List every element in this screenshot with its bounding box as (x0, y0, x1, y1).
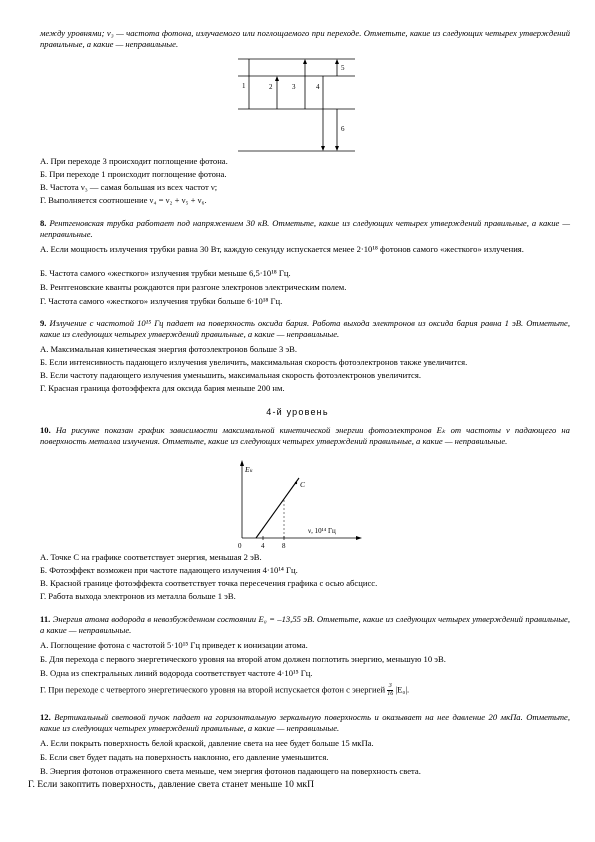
q10-option-a: А. Точке C на графике соответствует энергия, меньшая 2 эВ. (40, 552, 262, 562)
q9-question: Излучение с частотой 10¹⁵ Гц падает на поверхность оксида бария. Работа выхода электронов из оксида бария равна 1 эВ. Отметьте, какие из следующих четырех утверждений правильные, а какие — неправильные. (40, 318, 570, 340)
tick-label-8: 8 (282, 542, 286, 550)
q9-number: 9. (40, 318, 47, 328)
q10-text (40, 425, 570, 447)
transition-label-4: 4 (316, 83, 320, 91)
q12-number: 12. (40, 712, 51, 722)
energy-level-diagram (225, 52, 375, 156)
q7-option-b: Б. При переходе 1 происходит поглощение фотона. (40, 169, 227, 179)
point-c-label: C (300, 480, 306, 489)
q11-option-g-suffix: |E₀|. (395, 684, 410, 695)
q9-option-v: В. Если частоту падающего излучения уменьшить, максимальная скорость фотоэлектронов увеличится. (40, 370, 421, 380)
fraction-numerator: 3 (388, 683, 392, 689)
q7-option-g: Г. Выполняется соотношение ν₄ = ν₂ + ν₅ + ν₆. (40, 195, 207, 205)
section-title: 4-й уровень (266, 407, 329, 417)
energy-frequency-graph (230, 458, 370, 550)
q7-text: между уровнями; ν₃ — частота фотона, излучаемого или поглощаемого при переходе. Отметьте, какие из следующих четырех утверждений правильные, а какие — неправильные. (40, 28, 570, 50)
y-axis-label: Eₖ (245, 465, 253, 474)
q12-option-a: А. Если покрыть поверхность белой краской, давление света на нее будет больше 15 мкПа. (40, 738, 374, 748)
q9-text (40, 318, 570, 340)
q7-option-v: В. Частота ν₃ — самая большая из всех частот ν; (40, 182, 218, 192)
q11-option-g-text: Г. При переходе с четвертого энергетического уровня на второй испускается фотон с энергией (40, 684, 386, 695)
transition-label-1: 1 (242, 82, 246, 90)
q11-text (40, 614, 570, 636)
q11-question: Энергия атома водорода в невозбужденном состоянии E₀ = –13,55 эВ. Отметьте, какие из следующих четырех утверждений правильные, а какие — неправильные. (40, 614, 570, 636)
graph-line (256, 478, 299, 538)
q8-option-a: А. Если мощность излучения трубки равна 30 Вт, каждую секунду испускается менее 2·10¹⁸ фотонов самого «жесткого» излучения. (40, 244, 524, 254)
tick-label-4: 4 (261, 542, 265, 550)
q11-option-b: Б. Для перехода с первого энергетического уровня на второй атом должен поглотить энергию, меньшую 10 эВ. (40, 654, 446, 664)
q12-option-v: В. Энергия фотонов отраженного света меньше, чем энергия фотонов падающего на поверхность света. (40, 766, 421, 776)
q12-option-g: Г. Если закоптить поверхность, давление света станет меньше 10 мкП (28, 779, 315, 790)
tick-label-0: 0 (238, 542, 242, 550)
fraction-3-16 (387, 683, 393, 698)
transition-label-6: 6 (341, 125, 345, 133)
q8-number: 8. (40, 218, 47, 228)
q8-option-v: В. Рентгеновские кванты рождаются при разгоне электронов электрическим полем. (40, 282, 347, 292)
q10-number: 10. (40, 425, 51, 435)
x-axis-label: ν, 10¹⁴ Гц (308, 527, 336, 535)
point-c (295, 482, 297, 484)
q11-option-v: В. Одна из спектральных линий водорода соответствует частоте 4·10¹⁵ Гц. (40, 668, 313, 678)
q10-option-g: Г. Работа выхода электронов из металла больше 1 эВ. (40, 591, 236, 601)
q9-option-a: А. Максимальная кинетическая энергия фотоэлектронов больше 3 эВ. (40, 344, 298, 354)
fraction-denominator: 16 (387, 691, 394, 697)
transition-label-2: 2 (269, 83, 273, 91)
q12-question: Вертикальный световой пучок падает на горизонтальную зеркальную поверхность и оказывает на нее давление 20 мкПа. Отметьте, какие из следующих четырех утверждений правильные, а какие — неправильные. (40, 712, 570, 734)
q10-option-v: В. Красной границе фотоэффекта соответствует точка пересечения графика с осью абсцисс. (40, 578, 378, 588)
q8-question: Рентгеновская трубка работает под напряжением 30 кВ. Отметьте, какие из следующих четырех утверждений правильные, а какие — неправильные. (40, 218, 570, 240)
q11-number: 11. (40, 614, 51, 624)
transition-label-3: 3 (292, 83, 296, 91)
q8-option-b: Б. Частота самого «жесткого» излучения трубки меньше 6,5·10¹⁸ Гц. (40, 268, 291, 278)
q9-option-g: Г. Красная граница фотоэффекта для оксида бария меньше 200 нм. (40, 383, 285, 393)
q11-option-a: А. Поглощение фотона с частотой 5·10¹⁵ Гц приведет к ионизации атома. (40, 640, 308, 650)
q7-option-a: А. При переходе 3 происходит поглощение фотона. (40, 156, 228, 166)
q9-option-b: Б. Если интенсивность падающего излучения увеличить, максимальная скорость фотоэлектронов также увеличится. (40, 357, 468, 367)
q8-text (40, 218, 570, 240)
q8-option-g: Г. Частота самого «жесткого» излучения трубки больше 6·10¹⁸ Гц. (40, 296, 283, 306)
q10-question: На рисунке показан график зависимости максимальной кинетической энергии фотоэлектронов Eₖ от частоты ν падающего на поверхность металла излучения. Отметьте, какие из следующих четырех утверждений правильные, а какие — неправильные. (40, 425, 570, 447)
q10-option-b: Б. Фотоэффект возможен при частоте падающего излучения 4·10¹⁴ Гц. (40, 565, 298, 575)
transition-label-5: 5 (341, 64, 345, 72)
q12-text (40, 712, 570, 734)
q12-option-b: Б. Если свет будет падать на поверхность наклонно, его давление уменьшится. (40, 752, 329, 762)
q11-option-g (40, 683, 575, 698)
